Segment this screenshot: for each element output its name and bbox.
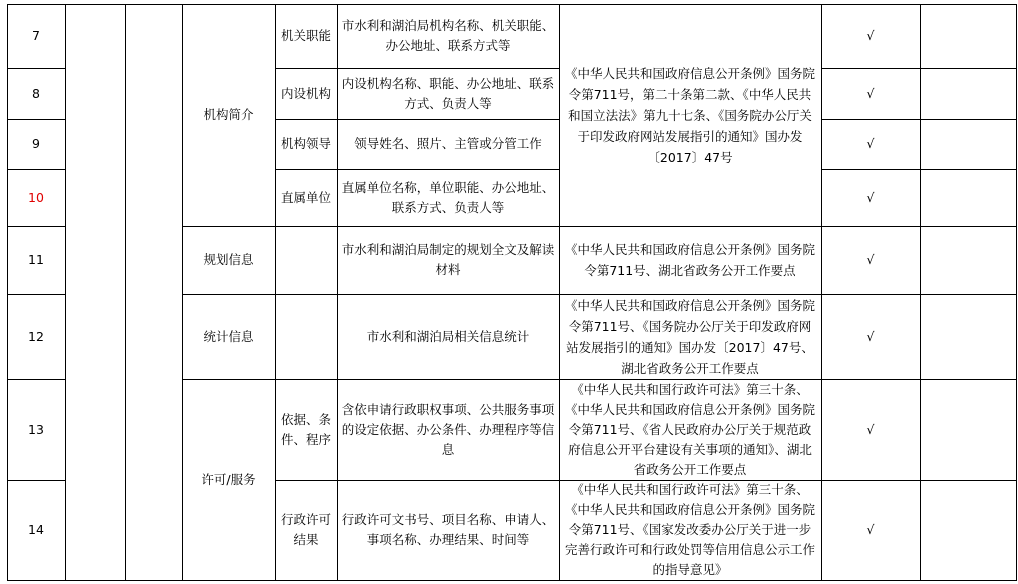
- subcategory: [275, 226, 337, 294]
- content-cell: 行政许可文书号、项目名称、申请人、事项名称、办理结果、时间等: [341, 512, 555, 547]
- subcategory: 直属单位: [280, 189, 331, 205]
- subcategory: 内设机构: [280, 85, 331, 101]
- basis-r13: 《中华人民共和国行政许可法》第三十条、《中华人民共和国政府信息公开条例》国务院令第711号、《省人民政府办公厅关于规范政府信息公开平台建设有关事项的通知》、湖北省政务公开工作要点: [564, 381, 815, 477]
- check-mark: √: [866, 189, 875, 205]
- row-number: 7: [32, 28, 40, 43]
- basis-plan: 《中华人民共和国政府信息公开条例》国务院令第711号、湖北省政务公开工作要点: [564, 242, 815, 278]
- content-cell: 市水利和湖泊局机构名称、机关职能、办公地址、联系方式等: [341, 18, 555, 53]
- row-number: 12: [28, 328, 44, 344]
- subcategory: [275, 294, 337, 379]
- content-cell: 内设机构名称、职能、办公地址、联系方式、负责人等: [341, 75, 555, 111]
- row-number: 8: [32, 85, 40, 101]
- grid-line: [920, 4, 921, 581]
- content-cell: 含依申请行政职权事项、公共服务事项的设定依据、办公条件、办理程序等信息: [341, 401, 555, 457]
- grid-line: [7, 4, 8, 581]
- grid-line: [182, 4, 183, 581]
- check-mark: √: [866, 328, 875, 344]
- category-stats: 统计信息: [203, 328, 254, 344]
- grid-line: [275, 169, 560, 170]
- grid-line: [821, 119, 1017, 120]
- grid-line: [275, 4, 276, 581]
- content-cell: 直属单位名称，单位职能、办公地址、联系方式、负责人等: [341, 179, 555, 215]
- subcategory: 机关职能: [280, 28, 331, 43]
- check-mark: √: [866, 421, 875, 437]
- category-plan: 规划信息: [203, 252, 254, 267]
- row-number: 10: [28, 189, 44, 205]
- category-org: 机构简介: [203, 107, 254, 122]
- grid-line: [821, 169, 1017, 170]
- grid-line: [821, 4, 822, 581]
- grid-line: [275, 480, 1017, 481]
- grid-line: [1016, 4, 1017, 581]
- grid-line: [125, 4, 126, 581]
- grid-line: [7, 68, 66, 69]
- grid-line: [65, 4, 66, 581]
- check-mark: √: [866, 85, 875, 101]
- grid-line: [7, 4, 1017, 5]
- basis-org: 《中华人民共和国政府信息公开条例》国务院令第711号，第二十条第二款、《中华人民共和国立法法》第九十七条、《国务院办公厅关于印发政府网站发展指引的通知》国办发〔2017〕47号: [564, 65, 815, 165]
- category-permit: 许可/服务: [201, 471, 256, 487]
- grid-line: [182, 379, 1017, 380]
- grid-line: [7, 294, 66, 295]
- row-number: 9: [32, 136, 40, 151]
- grid-line: [821, 68, 1017, 69]
- row-number: 11: [28, 252, 44, 267]
- row-number: 13: [28, 421, 44, 437]
- row-number: 14: [28, 522, 44, 537]
- grid-line: [275, 68, 560, 69]
- check-mark: √: [866, 252, 875, 267]
- content-cell: 市水利和湖泊局相关信息统计: [366, 328, 530, 344]
- grid-line: [559, 4, 560, 581]
- grid-line: [182, 226, 1017, 227]
- grid-line: [182, 294, 1017, 295]
- grid-line: [7, 169, 66, 170]
- grid-line: [275, 119, 560, 120]
- subcategory: 行政许可结果: [280, 512, 331, 547]
- grid-line: [337, 4, 338, 581]
- subcategory: 机构领导: [280, 136, 331, 151]
- check-mark: √: [866, 136, 875, 151]
- grid-line: [7, 226, 66, 227]
- grid-line: [7, 379, 66, 380]
- grid-line: [7, 580, 1017, 581]
- content-cell: 市水利和湖泊局制定的规划全文及解读材料: [341, 242, 555, 277]
- subcategory: 依据、条件、程序: [280, 411, 331, 447]
- basis-stats: 《中华人民共和国政府信息公开条例》国务院令第711号、《国务院办公厅关于印发政府网站发展指引的通知》国办发〔2017〕47号、湖北省政务公开工作要点: [564, 297, 815, 376]
- basis-r14: 《中华人民共和国行政许可法》第三十条、《中华人民共和国政府信息公开条例》国务院令第711号、《国家发改委办公厅关于进一步完善行政许可和行政处罚等信用信息公示工作的指导意见》: [564, 482, 815, 577]
- content-cell: 领导姓名、照片、主管或分管工作: [354, 136, 542, 151]
- grid-line: [7, 480, 66, 481]
- check-mark: √: [866, 522, 875, 537]
- grid-line: [7, 119, 66, 120]
- check-mark: √: [866, 28, 875, 43]
